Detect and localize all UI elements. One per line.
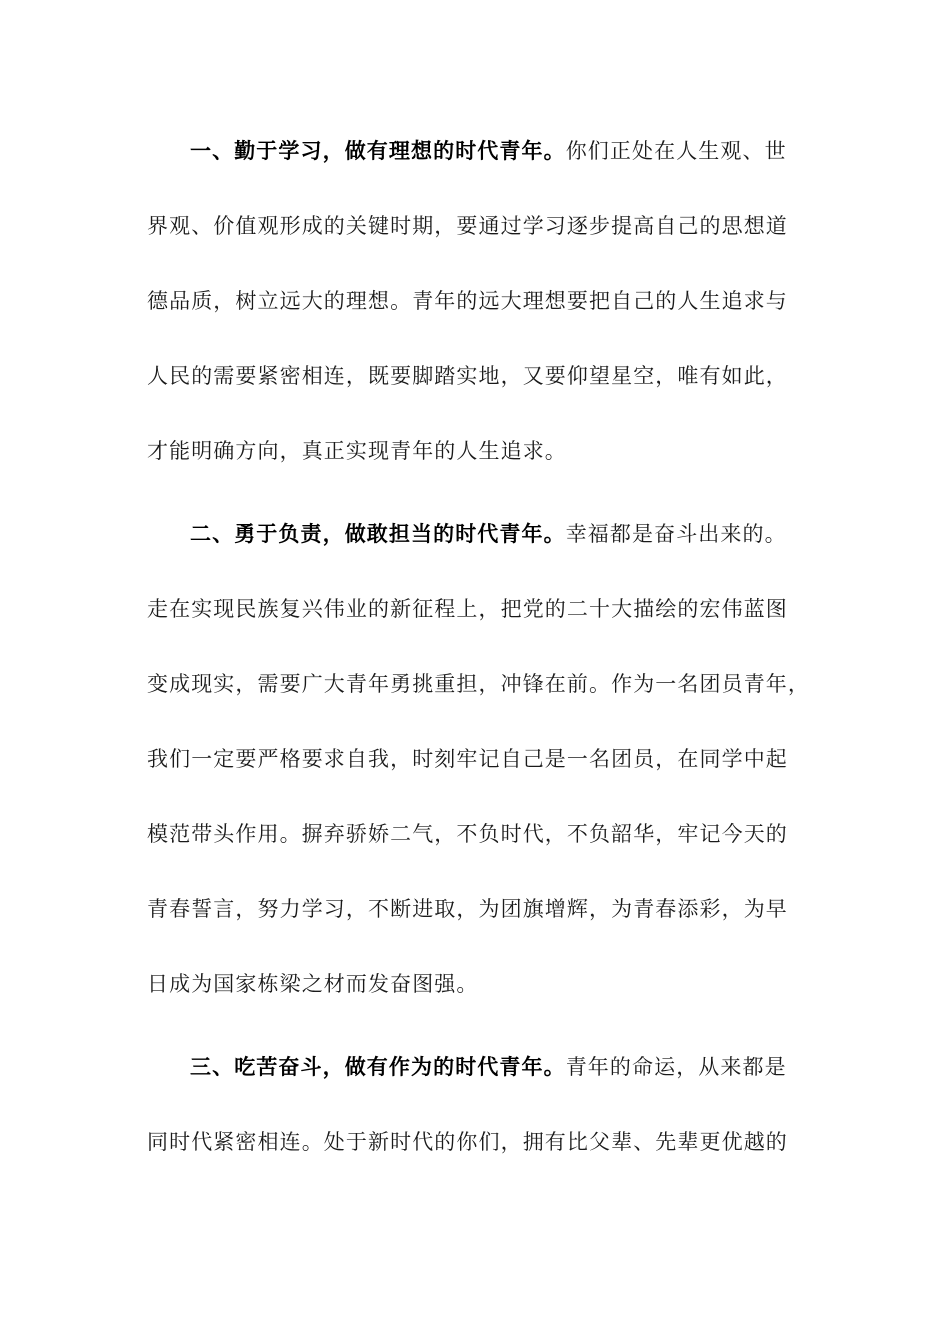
section-heading: 一、勤于学习，做有理想的时代青年。 [190, 138, 566, 163]
paragraph-line: 模范带头作用。摒弃骄娇二气，不负时代，不负韶华，牢记今天的 [147, 822, 788, 846]
paragraph-line: 青春誓言，努力学习，不断进取，为团旗增辉，为青春添彩，为早 [147, 897, 788, 921]
paragraph-line: 变成现实，需要广大青年勇挑重担，冲锋在前。作为一名团员青年， [147, 672, 810, 696]
paragraph-line: 才能明确方向，真正实现青年的人生追求。 [147, 439, 567, 463]
paragraph-line: 走在实现民族复兴伟业的新征程上，把党的二十大描绘的宏伟蓝图 [147, 597, 788, 621]
paragraph-text: 你们正处在人生观、世 [565, 139, 787, 163]
paragraph-line [190, 1047, 850, 1087]
paragraph-line [190, 514, 850, 554]
paragraph-line: 我们一定要严格要求自我，时刻牢记自己是一名团员，在同学中起 [147, 747, 788, 771]
paragraph-line: 人民的需要紧密相连，既要脚踏实地，又要仰望星空，唯有如此， [147, 364, 788, 388]
paragraph-line: 同时代紧密相连。处于新时代的你们，拥有比父辈、先辈更优越的 [147, 1130, 788, 1154]
section-heading: 三、吃苦奋斗，做有作为的时代青年。 [190, 1054, 566, 1079]
paragraph-line: 德品质，树立远大的理想。青年的远大理想要把自己的人生追求与 [147, 289, 788, 313]
paragraph-text: 青年的命运，从来都是 [565, 1055, 787, 1079]
paragraph-line [190, 131, 850, 171]
paragraph-line: 界观、价值观形成的关键时期，要通过学习逐步提高自己的思想道 [147, 214, 788, 238]
section-heading: 二、勇于负责，做敢担当的时代青年。 [190, 521, 566, 546]
paragraph-text: 幸福都是奋斗出来的。 [565, 522, 787, 546]
paragraph-line: 日成为国家栋梁之材而发奋图强。 [147, 972, 479, 996]
